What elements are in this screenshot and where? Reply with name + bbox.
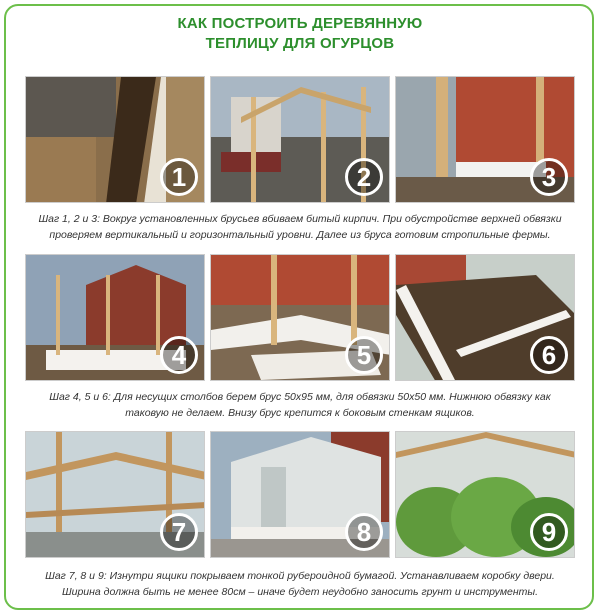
step-photo-5 xyxy=(210,254,390,381)
caption-row-3-line-1: Шаг 7, 8 и 9: Изнутри ящики покрываем тонкой рубероидной бумагой. Устанавливаем коробку двери. xyxy=(45,570,555,582)
caption-row-1 xyxy=(16,211,584,243)
step-badge-3: 3 xyxy=(530,158,568,196)
caption-row-1-line-2: проверяем вертикальный и горизонтальный уровни. Далее из бруса готовим стропильные фермы. xyxy=(49,229,551,241)
step-badge-7: 7 xyxy=(160,513,198,551)
step-badge-9: 9 xyxy=(530,513,568,551)
title-line-2: ТЕПЛИЦУ ДЛЯ ОГУРЦОВ xyxy=(205,35,395,52)
step-badge-2: 2 xyxy=(345,158,383,196)
step-photo-9 xyxy=(395,431,575,558)
step-photo-3 xyxy=(395,76,575,203)
page-title xyxy=(0,14,600,54)
caption-row-2-line-1: Шаг 4, 5 и 6: Для несущих столбов берем брус 50x95 мм, для обвязки 50x50 мм. Нижнюю обвязку как xyxy=(49,391,551,403)
caption-row-2-line-2: таковую не делаем. Внизу брус крепится к боковым стенкам ящиков. xyxy=(125,407,475,419)
step-photo-2 xyxy=(210,76,390,203)
step-badge-5: 5 xyxy=(345,336,383,374)
step-badge-4: 4 xyxy=(160,336,198,374)
caption-row-3 xyxy=(16,568,584,600)
step-photo-8 xyxy=(210,431,390,558)
step-photo-7 xyxy=(25,431,205,558)
step-photo-1 xyxy=(25,76,205,203)
step-photo-4 xyxy=(25,254,205,381)
step-photo-6 xyxy=(395,254,575,381)
title-line-1: КАК ПОСТРОИТЬ ДЕРЕВЯННУЮ xyxy=(177,15,423,32)
caption-row-3-line-2: Ширина должна быть не менее 80см – иначе будет неудобно заносить грунт и инструменты. xyxy=(61,586,539,598)
caption-row-1-line-1: Шаг 1, 2 и 3: Вокруг установленных брусьев вбиваем битый кирпич. При обустройстве верхней обвязки xyxy=(38,213,562,225)
caption-row-2 xyxy=(16,389,584,421)
step-badge-8: 8 xyxy=(345,513,383,551)
step-badge-6: 6 xyxy=(530,336,568,374)
step-badge-1: 1 xyxy=(160,158,198,196)
